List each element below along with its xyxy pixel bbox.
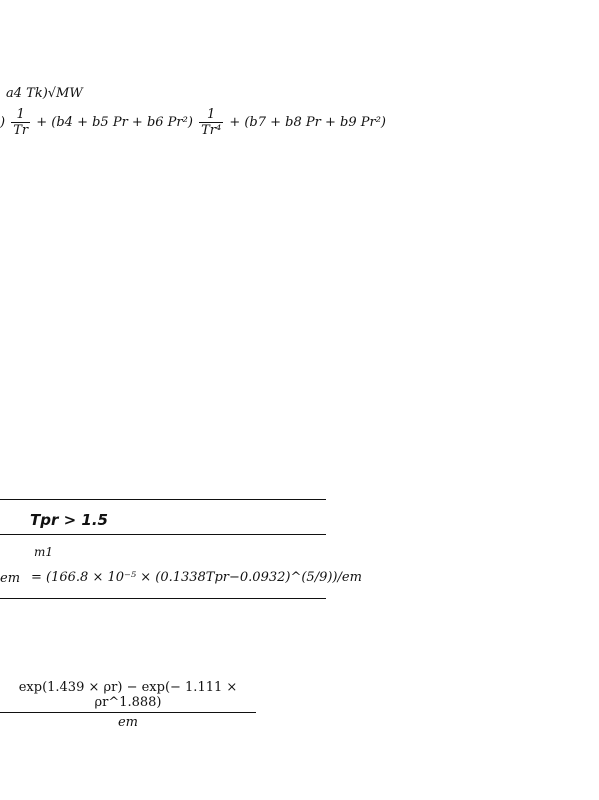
fraction-1-denominator: Tr — [13, 123, 29, 138]
fraction-1-over-tr4 — [199, 107, 223, 138]
fraction-1-numerator: 1 — [11, 107, 30, 123]
equation-2-middle: + (b4 + b5 Pr + b6 Pr²) — [36, 115, 193, 130]
equation-1-text: a4 Tk)√MW — [6, 86, 83, 101]
equation-line-2 — [0, 107, 386, 138]
equation-2-suffix: + (b7 + b8 Pr + b9 Pr²) — [229, 115, 386, 130]
table-m1-label: m1 — [34, 545, 54, 559]
table-left-fragment: em — [0, 571, 21, 586]
table-bottom-rule — [0, 598, 326, 599]
table-top-rule — [0, 499, 326, 500]
table-formula: = (166.8 × 10⁻⁵ × (0.1338Tpr−0.0932)^(5/9))/em — [31, 570, 362, 585]
equation-2-prefix: ) — [0, 115, 6, 130]
fraction-2-numerator: 1 — [199, 107, 223, 123]
table-header-rule — [0, 534, 326, 535]
fraction-2-denominator: Tr⁴ — [201, 123, 222, 138]
fraction-1-over-tr — [11, 107, 30, 138]
bottom-fraction-numerator: exp(1.439 × ρr) − exp(− 1.111 × ρr^1.888) — [0, 680, 256, 713]
bottom-fraction — [0, 680, 256, 730]
equation-line-1 — [6, 86, 83, 101]
table-header-tpr: Tpr > 1.5 — [30, 511, 108, 529]
bottom-fraction-denominator: em — [117, 715, 139, 730]
